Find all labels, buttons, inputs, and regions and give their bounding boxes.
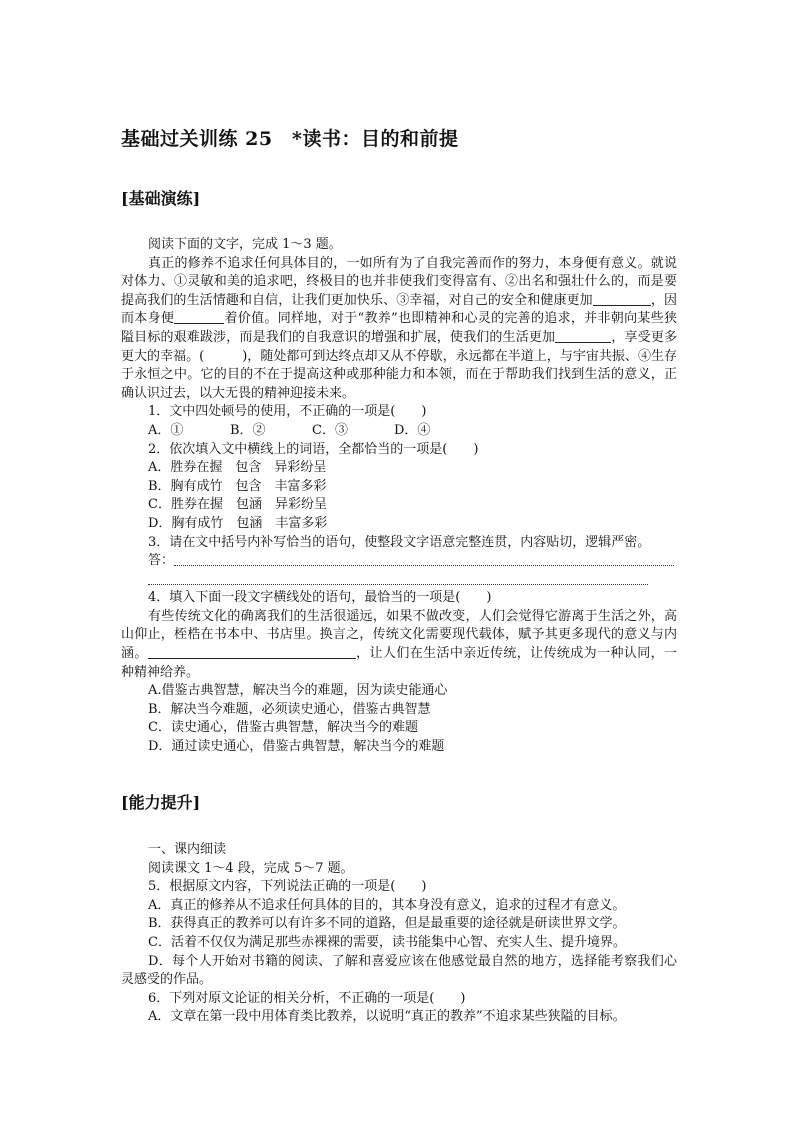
- question-6-option-a[interactable]: A．文章在第一段中用体育类比教养，以说明“真正的教养”不追求某些狭隘的目标。: [148, 1009, 626, 1025]
- question-2-option-c[interactable]: C．胜券在握 包涵 异彩纷呈: [148, 497, 327, 513]
- reading-instruction: 阅读下面的文字，完成 1～3 题。: [148, 237, 342, 252]
- ability-block: [121, 841, 677, 1027]
- question-4-text-a: 有些传统文化的确离我们的生活很遥远，如果不做改变，人们会觉得它游离于生活之外，高山仰止，桎梏在书本中、书店里。换言之，传统文化需要现代载体，赋予其更多现代的意义与内涵。: [121, 608, 677, 662]
- option-b[interactable]: B．②: [230, 422, 266, 438]
- question-4-option-b[interactable]: B．解决当今难题，必须读史通心，借鉴古典智慧: [148, 701, 431, 717]
- question-3-answer-line-2: [121, 571, 677, 590]
- question-4-blank[interactable]: [148, 646, 356, 659]
- fill-blank-2[interactable]: [174, 311, 224, 324]
- subsection-heading: 一、课内细读: [148, 842, 227, 857]
- section-heading-ability: [能力提升]: [121, 793, 201, 812]
- page-title: 基础过关训练 25 *读书：目的和前提: [121, 128, 459, 150]
- question-4-passage: [121, 608, 677, 682]
- passage-text-1: 真正的修养不追求任何具体目的，一如所有为了自我完善而作的努力，本身便有意义。就说对体力、①灵敏和美的追求吧，终极目的也并非使我们变得富有、②出名和强壮什么的，而是要提高我们的生活情趣和自信，让我们更加快乐、③幸福，对自己的安全和健康更加: [121, 255, 677, 308]
- question-4-option-c[interactable]: C．读史通心，借鉴古典智慧，解决当今的难题: [148, 720, 418, 736]
- question-2-option-a[interactable]: A．胜券在握 包含 异彩纷呈: [148, 460, 327, 476]
- question-4-option-d[interactable]: D．通过读史通心，借鉴古典智慧，解决当今的难题: [148, 739, 445, 755]
- fill-blank-1[interactable]: [593, 293, 651, 306]
- question-3-stem: 3．请在文中括号内补写恰当的语句，使整段文字语意完整连贯，内容贴切，逻辑严密。: [148, 534, 651, 550]
- reading-passage: [121, 255, 677, 404]
- question-2-option-b[interactable]: B．胸有成竹 包含 丰富多彩: [148, 478, 327, 494]
- answer-label: 答：: [148, 553, 175, 569]
- question-4-option-a[interactable]: A.借鉴古典智慧，解决当今的难题，因为读史能通心: [148, 683, 448, 699]
- basic-practice-block: [121, 236, 677, 757]
- option-c[interactable]: C．③: [312, 422, 348, 438]
- fill-blank-3[interactable]: [555, 330, 611, 343]
- question-5-option-d[interactable]: D．每个人开始对书籍的阅读、了解和喜爱应该在他感觉最自然的地方，选择能考察我们心灵感受的作品。: [121, 953, 677, 988]
- question-4-text-b: ，让人们在生活中亲近传统，让传统成为一种认同，一种精神给养。: [121, 646, 677, 680]
- question-3-answer-line: [121, 552, 677, 571]
- question-2-stem: 2．依次填入文中横线上的词语，全都恰当的一项是( ): [148, 441, 479, 457]
- passage-text-4: ，享受更多更大的幸福。(: [121, 329, 677, 364]
- question-1-options: [121, 422, 677, 441]
- passage-text-3: 着价值。同样地，对于“教养”也即精神和心灵的完善的追求，并非朝向某些狭隘目标的艰难跋涉，而是我们的自我意识的增强和扩展，使我们的生活更加: [121, 311, 677, 345]
- section-heading-basic: [基础演练]: [121, 189, 201, 208]
- question-1-stem: 1．文中四处顿号的使用，不正确的一项是( ): [148, 404, 427, 420]
- question-5-stem: 5．根据原文内容，下列说法正确的一项是( ): [148, 879, 427, 895]
- passage-text-2: ，因而本身便: [121, 292, 677, 327]
- option-a[interactable]: A．①: [148, 422, 184, 438]
- question-6-stem: 6．下列对原文论证的相关分析，不正确的一项是( ): [148, 990, 466, 1006]
- question-2-option-d[interactable]: D．胸有成竹 包涵 丰富多彩: [148, 515, 328, 531]
- question-5-option-b[interactable]: B．获得真正的教养可以有许多不同的道路，但是最重要的途径就是研读世界文学。: [148, 916, 626, 932]
- question-5-option-a[interactable]: A．真正的修养从不追求任何具体的目的，其本身没有意义，追求的过程才有意义。: [148, 897, 626, 913]
- passage-text-5: )，随处都可到达终点却又从不停歇，永远都在半道上，与宇宙共振、④生存于永恒之中。它的目的不在于提高这种或那种能力和本领，而在于帮助我们找到生活的意义，正确认识过去，以大无畏的精神迎接未来。: [121, 348, 677, 401]
- answer-field-2[interactable]: [148, 572, 648, 585]
- option-d[interactable]: D．④: [394, 422, 431, 438]
- answer-field-1[interactable]: [174, 553, 674, 566]
- question-4-stem: 4．填入下面一段文字横线处的语句，最恰当的一项是( ): [148, 590, 492, 606]
- ability-instruction: 阅读课文 1～4 段，完成 5～7 题。: [148, 860, 354, 876]
- question-5-option-c[interactable]: C．活着不仅仅为满足那些赤裸裸的需要，读书能集中心智、充实人生、提升境界。: [148, 934, 626, 950]
